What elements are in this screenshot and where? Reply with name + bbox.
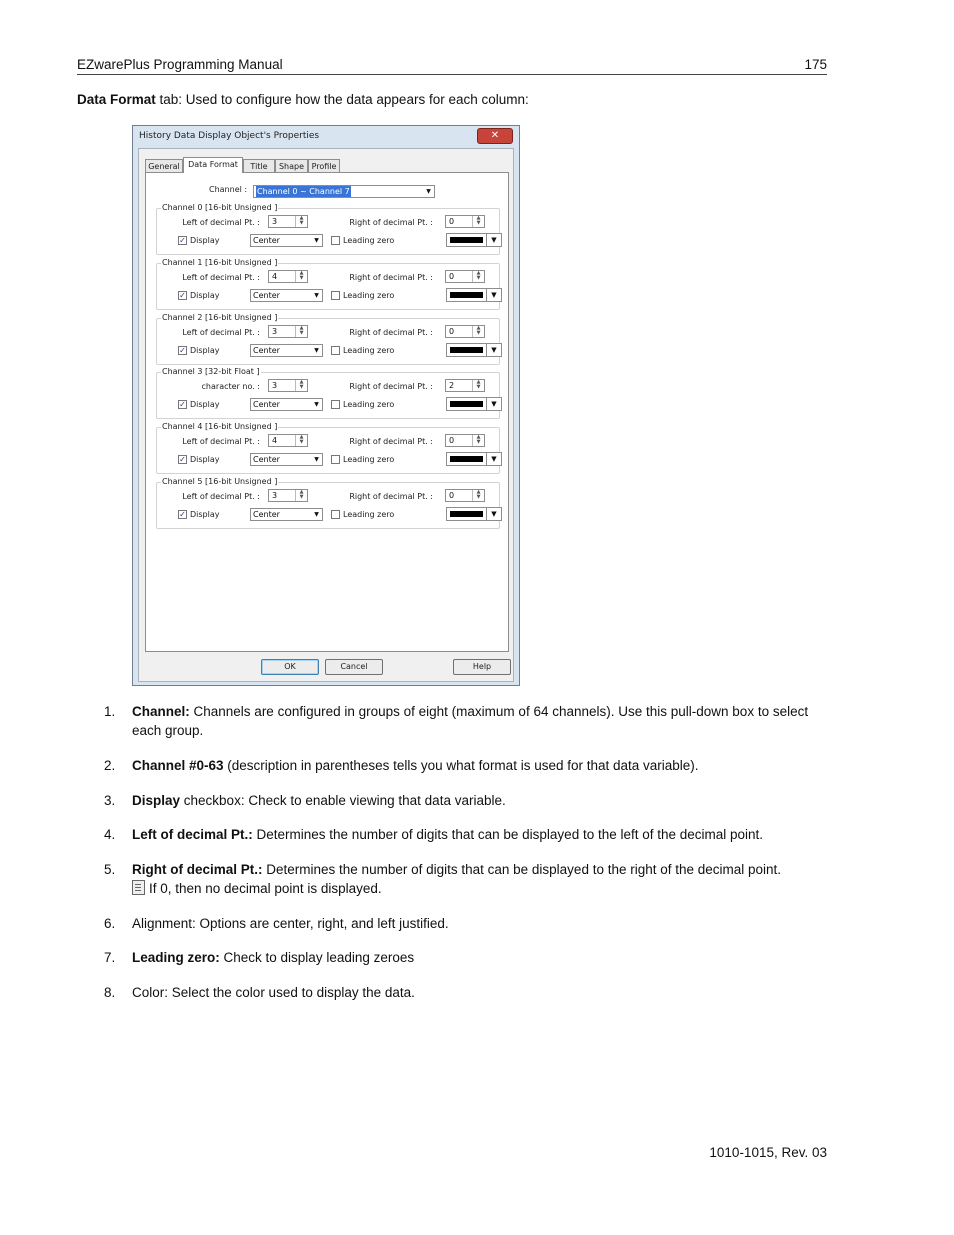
chevron-down-icon: ▼	[426, 188, 431, 195]
leading-zero-checkbox[interactable]	[331, 346, 340, 355]
left-decimal-spinner[interactable]	[268, 379, 308, 392]
alignment-dropdown[interactable]	[250, 508, 323, 521]
chevron-down-icon: ▼	[314, 401, 319, 409]
right-decimal-value: 2	[449, 381, 455, 391]
alignment-dropdown[interactable]	[250, 344, 323, 357]
list-term: Channel #0-63	[132, 758, 224, 773]
left-decimal-value: 3	[272, 217, 278, 226]
dialog-client	[138, 148, 514, 682]
spinner-arrows-icon[interactable]: ▲ ▼	[295, 490, 307, 501]
color-swatch	[450, 456, 483, 462]
tab-data-format[interactable]: Data Format	[183, 157, 243, 173]
channel-group-title: Channel 1 [16-bit Unsigned ]	[162, 257, 278, 267]
tab-general[interactable]: General	[145, 159, 183, 172]
left-decimal-label: Left of decimal Pt. :	[182, 272, 260, 282]
list-number: 4.	[104, 827, 116, 842]
display-checkbox[interactable]: ✓	[179, 455, 186, 465]
alignment-dropdown[interactable]	[250, 234, 323, 247]
leading-zero-label: Leading zero	[343, 455, 395, 465]
color-swatch	[450, 237, 483, 243]
list-text: Alignment: Options are center, right, and left justified.	[132, 916, 449, 931]
alignment-value: Center	[253, 345, 280, 355]
alignment-value: Center	[253, 236, 280, 245]
left-decimal-spinner[interactable]	[268, 215, 308, 228]
channel-group-title: Channel 5 [16-bit Unsigned ]	[162, 477, 278, 486]
list-term: Left of decimal Pt.:	[132, 827, 253, 842]
list-text: Determines the number of digits that can be displayed to the right of the decimal point.	[262, 862, 782, 877]
channel-group	[156, 422, 500, 474]
left-decimal-value: 4	[272, 271, 278, 281]
list-number: 6.	[104, 916, 116, 931]
right-decimal-spinner[interactable]	[445, 270, 485, 283]
list-text: (description in parentheses tells you what format is used for that data variable).	[223, 758, 699, 773]
leading-zero-checkbox[interactable]	[331, 400, 340, 409]
spinner-arrows-icon[interactable]: ▲ ▼	[472, 380, 484, 391]
spinner-arrows-icon[interactable]: ▲ ▼	[295, 326, 307, 337]
color-picker[interactable]	[446, 343, 502, 357]
leading-zero-label: Leading zero	[343, 400, 395, 410]
right-decimal-value: 0	[449, 436, 455, 446]
leading-zero-checkbox[interactable]	[331, 236, 340, 245]
leading-zero-label: Leading zero	[343, 236, 395, 245]
alignment-dropdown[interactable]	[250, 289, 323, 302]
channel-group	[156, 257, 500, 310]
right-decimal-value: 0	[449, 217, 455, 226]
leading-zero-checkbox[interactable]	[331, 510, 340, 519]
right-decimal-value: 0	[449, 326, 455, 336]
channel-group	[156, 477, 500, 529]
right-decimal-spinner[interactable]	[445, 379, 485, 392]
spinner-arrows-icon[interactable]: ▲ ▼	[472, 490, 484, 501]
help-button[interactable]: Help	[453, 659, 511, 675]
list-number: 2.	[104, 758, 116, 773]
chevron-down-icon: ▼	[314, 291, 319, 299]
list-term: Display	[132, 793, 181, 808]
list-term: Channel:	[132, 704, 190, 719]
list-note: If 0, then no decimal point is displayed.	[149, 881, 382, 896]
display-label: Display	[190, 345, 220, 355]
color-picker[interactable]	[446, 288, 502, 302]
display-label: Display	[190, 510, 220, 519]
left-decimal-label: character no. :	[201, 382, 260, 392]
channel-group-title: Channel 2 [16-bit Unsigned ]	[162, 312, 278, 322]
color-swatch	[450, 292, 483, 298]
right-decimal-label: Right of decimal Pt. :	[349, 382, 433, 392]
right-decimal-label: Right of decimal Pt. :	[349, 218, 433, 227]
data-format-panel	[145, 172, 509, 652]
intro-paragraph	[77, 92, 529, 107]
alignment-value: Center	[253, 455, 280, 465]
document-revision: 1010-1015, Rev. 03	[709, 1145, 827, 1160]
chevron-down-icon: ▼	[314, 346, 319, 354]
intro-text: tab: Used to configure how the data appears for each column:	[155, 92, 529, 107]
chevron-down-icon: ▼	[314, 456, 319, 464]
channel-label: Channel :	[209, 185, 248, 194]
color-swatch	[450, 401, 483, 407]
list-text: checkbox: Check to enable viewing that data variable.	[180, 793, 506, 808]
left-decimal-value: 4	[272, 436, 278, 446]
display-checkbox[interactable]: ✓	[179, 236, 186, 245]
display-label: Display	[190, 236, 220, 245]
display-label: Display	[190, 290, 220, 300]
left-decimal-label: Left of decimal Pt. :	[182, 218, 260, 227]
chevron-down-icon: ▼	[314, 511, 319, 518]
tab-shape[interactable]: Shape	[275, 159, 308, 172]
list-text: Check to display leading zeroes	[219, 950, 415, 965]
intro-bold: Data Format	[77, 92, 156, 107]
page-header	[77, 56, 827, 75]
ok-button[interactable]: OK	[261, 659, 319, 675]
properties-dialog	[132, 125, 520, 686]
list-number: 5.	[104, 862, 116, 877]
close-button[interactable]: ✕	[477, 128, 513, 144]
tab-title[interactable]: Title	[243, 159, 275, 172]
chevron-down-icon: ▼	[486, 508, 501, 520]
chevron-down-icon: ▼	[486, 234, 501, 246]
list-text: Determines the number of digits that can be displayed to the left of the decimal point.	[252, 827, 764, 842]
spinner-arrows-icon[interactable]: ▲ ▼	[295, 380, 307, 391]
left-decimal-spinner[interactable]	[268, 325, 308, 338]
spinner-arrows-icon[interactable]: ▲ ▼	[472, 271, 484, 282]
display-checkbox[interactable]: ✓	[179, 345, 186, 355]
left-decimal-spinner[interactable]	[268, 270, 308, 283]
chevron-down-icon: ▼	[486, 453, 501, 465]
left-decimal-label: Left of decimal Pt. :	[182, 492, 260, 501]
display-checkbox[interactable]: ✓	[179, 290, 186, 300]
color-picker[interactable]	[446, 452, 502, 466]
chevron-down-icon: ▼	[314, 237, 319, 244]
note-icon	[132, 880, 145, 895]
alignment-value: Center	[253, 290, 280, 300]
right-decimal-label: Right of decimal Pt. :	[349, 437, 433, 447]
right-decimal-spinner[interactable]	[445, 489, 485, 502]
left-decimal-spinner[interactable]	[268, 434, 308, 447]
display-checkbox[interactable]: ✓	[179, 510, 186, 519]
channel-group-title: Channel 3 [32-bit Float ]	[162, 367, 260, 377]
spinner-arrows-icon[interactable]: ▲ ▼	[295, 271, 307, 282]
alignment-dropdown[interactable]	[250, 453, 323, 466]
display-label: Display	[190, 400, 220, 410]
spinner-arrows-icon[interactable]: ▲ ▼	[295, 216, 307, 227]
color-swatch	[450, 347, 483, 353]
spinner-arrows-icon[interactable]: ▲ ▼	[472, 216, 484, 227]
list-number: 1.	[104, 704, 116, 719]
right-decimal-value: 0	[449, 491, 455, 500]
leading-zero-label: Leading zero	[343, 510, 395, 519]
right-decimal-value: 0	[449, 271, 455, 281]
channel-group	[156, 367, 500, 419]
leading-zero-checkbox[interactable]	[331, 455, 340, 464]
chevron-down-icon: ▼	[486, 344, 501, 356]
left-decimal-value: 3	[272, 491, 278, 500]
right-decimal-label: Right of decimal Pt. :	[349, 327, 433, 337]
channel-group-title: Channel 4 [16-bit Unsigned ]	[162, 422, 278, 432]
spinner-arrows-icon[interactable]: ▲ ▼	[295, 435, 307, 446]
list-number: 8.	[104, 985, 116, 1000]
display-label: Display	[190, 455, 220, 465]
channel-group	[156, 312, 500, 365]
left-decimal-spinner[interactable]	[268, 489, 308, 502]
alignment-value: Center	[253, 510, 280, 519]
display-checkbox[interactable]: ✓	[179, 400, 186, 410]
manual-title: EZwarePlus Programming Manual	[77, 57, 283, 72]
dialog-title: History Data Display Object's Properties	[139, 131, 320, 141]
alignment-value: Center	[253, 400, 280, 410]
list-term: Right of decimal Pt.:	[132, 862, 263, 877]
left-decimal-label: Left of decimal Pt. :	[182, 437, 260, 447]
right-decimal-spinner[interactable]	[445, 215, 485, 228]
channel-group-title: Channel 0 [16-bit Unsigned ]	[162, 203, 278, 212]
chevron-down-icon: ▼	[486, 289, 501, 301]
list-number: 3.	[104, 793, 116, 808]
alignment-dropdown[interactable]	[250, 398, 323, 411]
left-decimal-value: 3	[272, 381, 278, 391]
right-decimal-label: Right of decimal Pt. :	[349, 272, 433, 282]
spinner-arrows-icon[interactable]: ▲ ▼	[472, 435, 484, 446]
leading-zero-label: Leading zero	[343, 290, 395, 300]
color-swatch	[450, 511, 483, 517]
leading-zero-checkbox[interactable]	[331, 291, 340, 300]
channel-dropdown[interactable]	[253, 185, 435, 198]
right-decimal-label: Right of decimal Pt. :	[349, 492, 433, 501]
list-text: Channels are configured in groups of eight (maximum of 64 channels). Use this pull-down box to select each group.	[132, 704, 809, 738]
tab-profile[interactable]: Profile	[308, 159, 340, 172]
chevron-down-icon: ▼	[486, 398, 501, 410]
leading-zero-label: Leading zero	[343, 345, 395, 355]
cancel-button[interactable]: Cancel	[325, 659, 383, 675]
list-term: Leading zero:	[132, 950, 220, 965]
spinner-arrows-icon[interactable]: ▲ ▼	[472, 326, 484, 337]
page-number: 175	[804, 57, 827, 72]
left-decimal-label: Left of decimal Pt. :	[182, 327, 260, 337]
channel-dropdown-value: Channel 0 ~ Channel 7	[257, 187, 350, 196]
list-number: 7.	[104, 950, 116, 965]
channel-group	[156, 203, 500, 255]
left-decimal-value: 3	[272, 326, 278, 336]
right-decimal-spinner[interactable]	[445, 434, 485, 447]
list-text: Color: Select the color used to display the data.	[132, 985, 415, 1000]
color-picker[interactable]	[446, 233, 502, 247]
color-picker[interactable]	[446, 397, 502, 411]
right-decimal-spinner[interactable]	[445, 325, 485, 338]
color-picker[interactable]	[446, 507, 502, 521]
